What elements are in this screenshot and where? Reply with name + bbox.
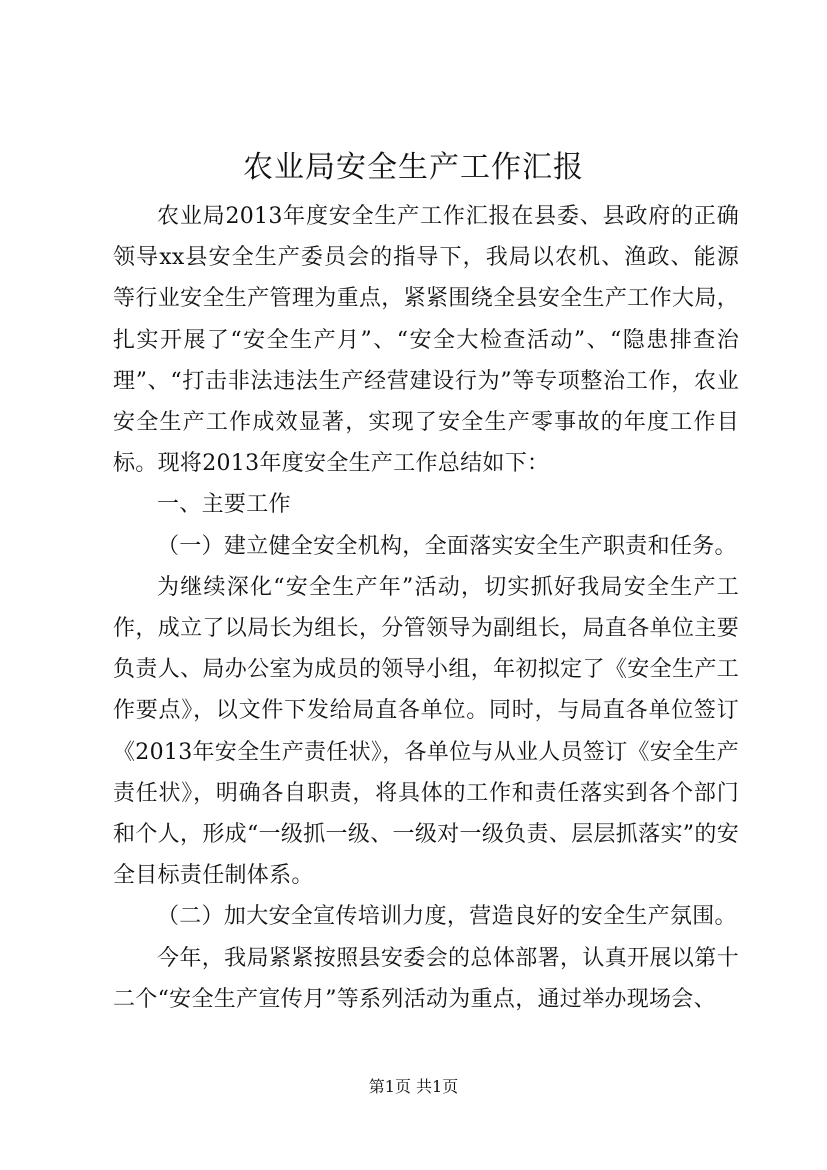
subsection-1-paragraph: 为继续深化“安全生产年”活动，切实抓好我局安全生产工作，成立了以局长为组长，分管领导为副组长，局直各单位主要负责人、局办公室为成员的领导小组，年初拟定了《安全生产工作要点》，以文件下发给局直各单位。同时，与局直各单位签订《2013年安全生产责任状》，各单位与从业人员签订《安全生产责任状》，明确各自职责，将具体的工作和责任落实到各个部门和个人，形成“一级抓一级、一级对一级负责、层层抓落实”的安全目标责任制体系。 — [113, 574, 739, 889]
page-footer: 第1页 共1页 — [368, 1077, 459, 1096]
subsection-2-paragraph: 今年，我局紧紧按照县安委会的总体部署，认真开展以第十二个“安全生产宣传月”等系列活动为重点，通过举办现场会、 — [113, 945, 739, 1012]
subsection-heading-2: （二）加大安全宣传培训力度，营造良好的安全生产氛围。 — [157, 904, 737, 930]
document-title: 农业局安全生产工作汇报 — [243, 150, 584, 185]
intro-paragraph: 农业局2013年度安全生产工作汇报在县委、县政府的正确领导xx县安全生产委员会的指导下，我局以农机、渔政、能源等行业安全生产管理为重点，紧紧围绕全县安全生产工作大局，扎实开展了“安全生产月”、“安全大检查活动”、“隐患排查治理”、“打击非法违法生产经营建设行为”等专项整治工作，农业安全生产工作成效显著，实现了安全生产零事故的年度工作目标。现将2013年度安全生产工作总结如下： — [113, 204, 739, 477]
document-body — [113, 196, 739, 1020]
subsection-heading-1: （一）建立健全安全机构，全面落实安全生产职责和任务。 — [157, 533, 737, 559]
section-heading-main-work: 一、主要工作 — [157, 492, 291, 518]
